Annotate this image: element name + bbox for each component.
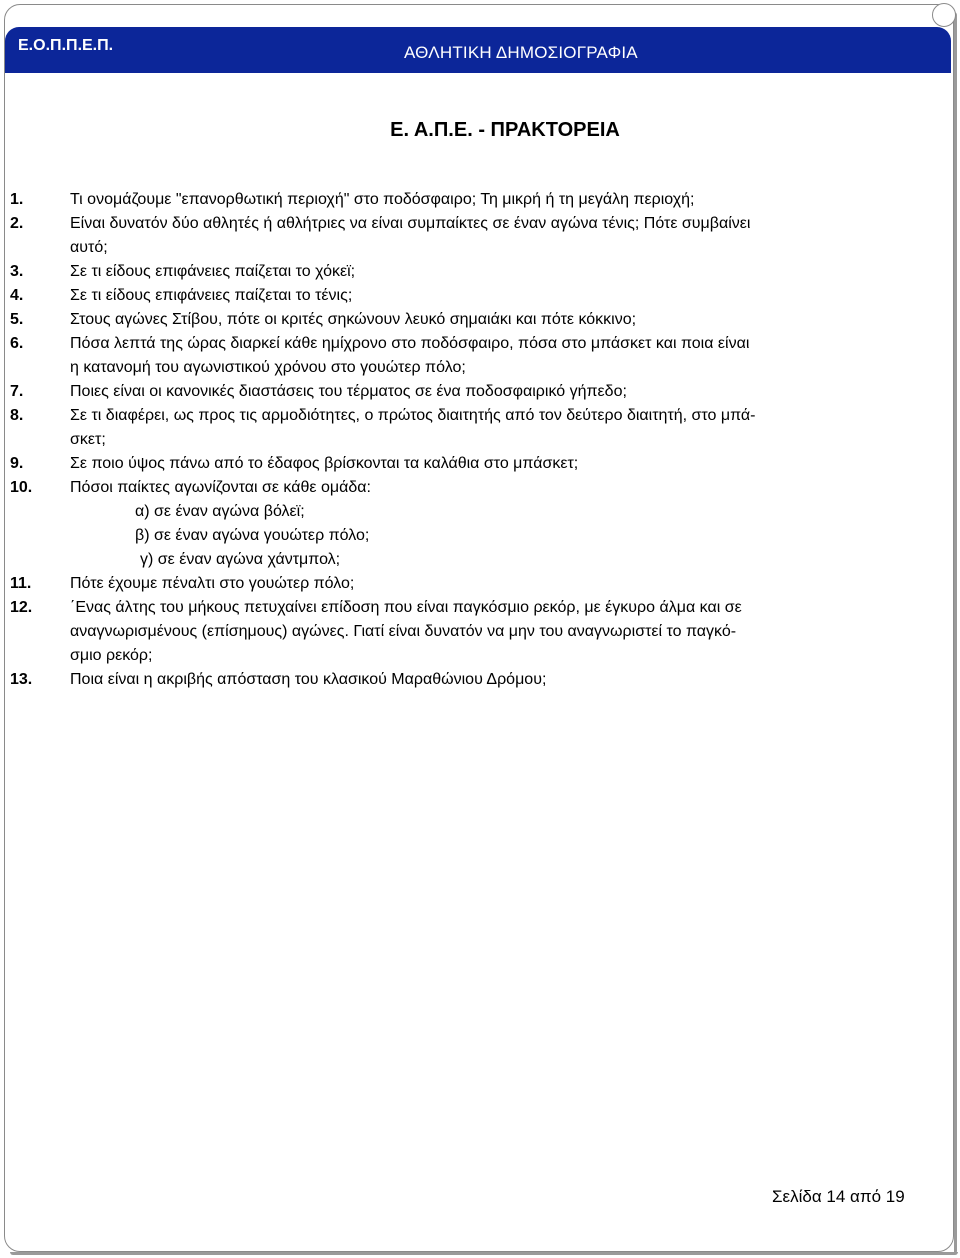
question-line: Ποια είναι η ακριβής απόσταση του κλασικού Μαραθώνιου Δρόμου; bbox=[70, 671, 547, 688]
question-item bbox=[10, 596, 940, 668]
question-number: 11. bbox=[10, 575, 32, 592]
question-text bbox=[70, 380, 940, 404]
question-item bbox=[10, 572, 940, 596]
question-item bbox=[10, 452, 940, 476]
page-number: Σελίδα 14 από 19 bbox=[772, 1187, 905, 1206]
question-number: 7. bbox=[10, 383, 24, 400]
question-number: 9. bbox=[10, 455, 24, 472]
question-item bbox=[10, 260, 940, 284]
question-number: 4. bbox=[10, 287, 24, 304]
question-line: σκετ; bbox=[70, 431, 106, 448]
question-line: Στους αγώνες Στίβου, πότε οι κριτές σηκώνουν λευκό σημαιάκι και πότε κόκκινο; bbox=[70, 311, 637, 328]
question-line: αναγνωρισμένους (επίσημους) αγώνες. Γιατί είναι δυνατόν να μην του αναγνωριστεί το παγκό- bbox=[70, 623, 737, 640]
question-text bbox=[70, 212, 940, 260]
question-number: 12. bbox=[10, 599, 33, 616]
question-line: Είναι δυνατόν δύο αθλητές ή αθλήτριες να είναι συμπαίκτες σε έναν αγώνα τένις; Πότε συμβαίνει bbox=[70, 215, 751, 232]
header-org: Ε.Ο.Π.Π.Ε.Π. bbox=[18, 37, 114, 54]
question-line: Ποιες είναι οι κανονικές διαστάσεις του τέρματος σε ένα ποδοσφαιρικό γήπεδο; bbox=[70, 383, 627, 400]
question-item bbox=[10, 332, 940, 380]
question-number: 8. bbox=[10, 407, 24, 424]
question-line: Πότε έχουμε πέναλτι στο γουώτερ πόλο; bbox=[70, 575, 355, 592]
question-item bbox=[10, 668, 940, 692]
question-text bbox=[70, 260, 940, 284]
question-number: 5. bbox=[10, 311, 24, 328]
question-item bbox=[10, 476, 940, 500]
question-item bbox=[10, 380, 940, 404]
question-line: αυτό; bbox=[70, 239, 108, 256]
question-list bbox=[10, 188, 940, 692]
question-number: 10. bbox=[10, 479, 33, 496]
question-text bbox=[70, 476, 940, 500]
frame-shadow-right bbox=[954, 12, 957, 1254]
question-line: ΄Ενας άλτης του μήκους πετυχαίνει επίδοση που είναι παγκόσμιο ρεκόρ, με έγκυρο άλμα και σε bbox=[70, 599, 742, 616]
question-text bbox=[70, 596, 940, 668]
question-text bbox=[70, 284, 940, 308]
frame-shadow-bottom bbox=[10, 1252, 958, 1255]
question-text bbox=[70, 668, 940, 692]
question-text bbox=[70, 404, 940, 452]
question-text bbox=[70, 308, 940, 332]
sub-item: β) σε έναν αγώνα γουώτερ πόλο; bbox=[135, 527, 370, 544]
question-number: 2. bbox=[10, 215, 24, 232]
sub-item: γ) σε έναν αγώνα χάντμπολ; bbox=[140, 551, 341, 568]
question-number: 6. bbox=[10, 335, 24, 352]
question-text bbox=[70, 572, 940, 596]
corner-knob bbox=[932, 3, 956, 27]
question-text bbox=[70, 452, 940, 476]
question-text bbox=[70, 188, 940, 212]
question-line: σμιο ρεκόρ; bbox=[70, 647, 153, 664]
question-item bbox=[10, 308, 940, 332]
question-text bbox=[70, 332, 940, 380]
question-number: 1. bbox=[10, 191, 24, 208]
question-line: Σε ποιο ύψος πάνω από το έδαφος βρίσκονται τα καλάθια στο μπάσκετ; bbox=[70, 455, 579, 472]
question-number: 13. bbox=[10, 671, 33, 688]
question-item bbox=[10, 284, 940, 308]
question-item bbox=[10, 188, 940, 212]
question-line: Σε τι είδους επιφάνειες παίζεται το τένις; bbox=[70, 287, 353, 304]
question-line: Τι ονομάζουμε "επανορθωτική περιοχή" στο ποδόσφαιρο; Τη μικρή ή τη μεγάλη περιοχή; bbox=[70, 191, 695, 208]
header-section: ΑΘΛΗΤΙΚΗ ΔΗΜΟΣΙΟΓΡΑΦΙΑ bbox=[404, 43, 638, 62]
question-line: Σε τι είδους επιφάνειες παίζεται το χόκεϊ; bbox=[70, 263, 356, 280]
question-line: Πόσοι παίκτες αγωνίζονται σε κάθε ομάδα: bbox=[70, 479, 371, 496]
question-line: Πόσα λεπτά της ώρας διαρκεί κάθε ημίχρονο στο ποδόσφαιρο, πόσα στο μπάσκετ και ποια είναι bbox=[70, 335, 750, 352]
question-line: Σε τι διαφέρει, ως προς τις αρμοδιότητες, ο πρώτος διαιτητής από τον δεύτερο διαιτητή, στο μπά- bbox=[70, 407, 756, 424]
document-title: Ε. Α.Π.Ε. - ΠΡΑΚΤΟΡΕΙΑ bbox=[390, 119, 620, 141]
question-item bbox=[10, 212, 940, 260]
question-item bbox=[10, 404, 940, 452]
question-number: 3. bbox=[10, 263, 24, 280]
question-line: η κατανομή του αγωνιστικού χρόνου στο γουώτερ πόλο; bbox=[70, 359, 466, 376]
sub-item: α) σε έναν αγώνα βόλεϊ; bbox=[135, 503, 305, 520]
